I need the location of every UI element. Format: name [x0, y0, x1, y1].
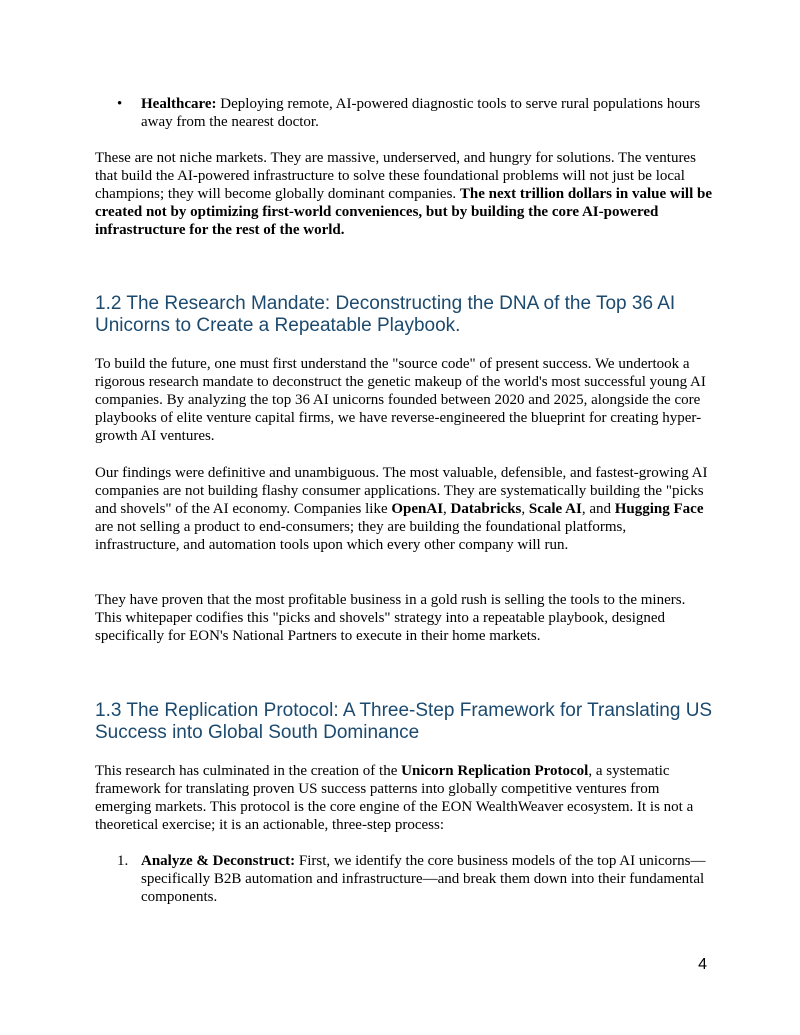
protocol-text-a: This research has culminated in the creation of the: [95, 763, 402, 779]
page-number: 4: [698, 956, 707, 973]
section-heading-1-3: 1.3 The Replication Protocol: A Three-Step Framework for Translating US Success into Global South Dominance: [95, 700, 713, 743]
numbered-item-body: First, we identify the core business models of the top AI unicorns—specifically B2B automation and infrastructure—and break them down into their fundamental components.: [141, 853, 706, 905]
paragraph-picks-and-shovels: They have proven that the most profitable business in a gold rush is selling the tools to the miners. This whitepaper codifies this "picks and shovels" strategy into a repeatable playbook, designed specifically for EON's National Partners to execute in their home markets.: [95, 592, 686, 644]
separator: ,: [443, 501, 451, 517]
bullet-list: [95, 95, 713, 131]
paragraph-markets-text: These are not niche markets. They are massive, underserved, and hungry for solutions. The ventures that build the AI-powered infrastructure to solve these foundational problems will not just be local champions; they will become globally dominant companies.: [95, 150, 696, 202]
company-databricks: Databricks: [450, 501, 522, 517]
findings-text-a: Our findings were definitive and unambiguous. The most valuable, defensible, and fastest-growing AI companies are not building flashy consumer applications. They are systematically building the "picks and shovels" of the AI economy. Companies like: [95, 465, 708, 517]
bullet-body: Deploying remote, AI-powered diagnostic tools to serve rural populations hours away from the nearest doctor.: [141, 96, 701, 130]
bullet-text: [141, 95, 713, 131]
paragraph-research-mandate: To build the future, one must first understand the "source code" of present success. We undertook a rigorous research mandate to deconstruct the genetic makeup of the world's most successful young AI companies. By analyzing the top 36 AI unicorns founded between 2020 and 2025, alongside the core playbooks of elite venture capital firms, we have reverse-engineered the blueprint for creating hyper-growth AI ventures.: [95, 356, 706, 444]
findings-text-b: are not selling a product to end-consumers; they are building the foundational platforms, infrastructure, and automation tools upon which every other company will run.: [95, 519, 627, 553]
paragraph-replication-protocol: [95, 762, 713, 834]
section-heading-1-2: 1.2 The Research Mandate: Deconstructing the DNA of the Top 36 AI Unicorns to Create a Repeatable Playbook.: [95, 293, 676, 336]
list-number: 1.: [117, 853, 129, 869]
protocol-name: Unicorn Replication Protocol: [401, 763, 589, 779]
list-item: [95, 95, 713, 131]
paragraph-markets-bold: The next trillion dollars in value will be created not by optimizing first-world conveniences, but by building the core AI-powered infrastructure for the rest of the world.: [95, 186, 713, 238]
paragraph-findings: [95, 464, 713, 554]
numbered-item-text: [95, 852, 713, 906]
bullet-dot: •: [117, 96, 123, 112]
company-scale-ai: Scale AI: [528, 501, 582, 517]
separator: ,: [521, 501, 529, 517]
company-openai: OpenAI: [391, 501, 444, 517]
bullet-term: Healthcare:: [141, 96, 217, 112]
company-hugging-face: Hugging Face: [614, 501, 704, 517]
paragraph-markets: [95, 149, 713, 239]
numbered-item-term: Analyze & Deconstruct:: [141, 853, 296, 869]
separator: , and: [581, 501, 615, 517]
numbered-list-item: [95, 852, 713, 906]
protocol-text-b: , a systematic framework for translating proven US success patterns into globally competitive ventures from emerging markets. This protocol is the core engine of the EON WealthWeaver ecosystem. It is not a theoretical exercise; it is an actionable, three-step process:: [95, 763, 694, 833]
